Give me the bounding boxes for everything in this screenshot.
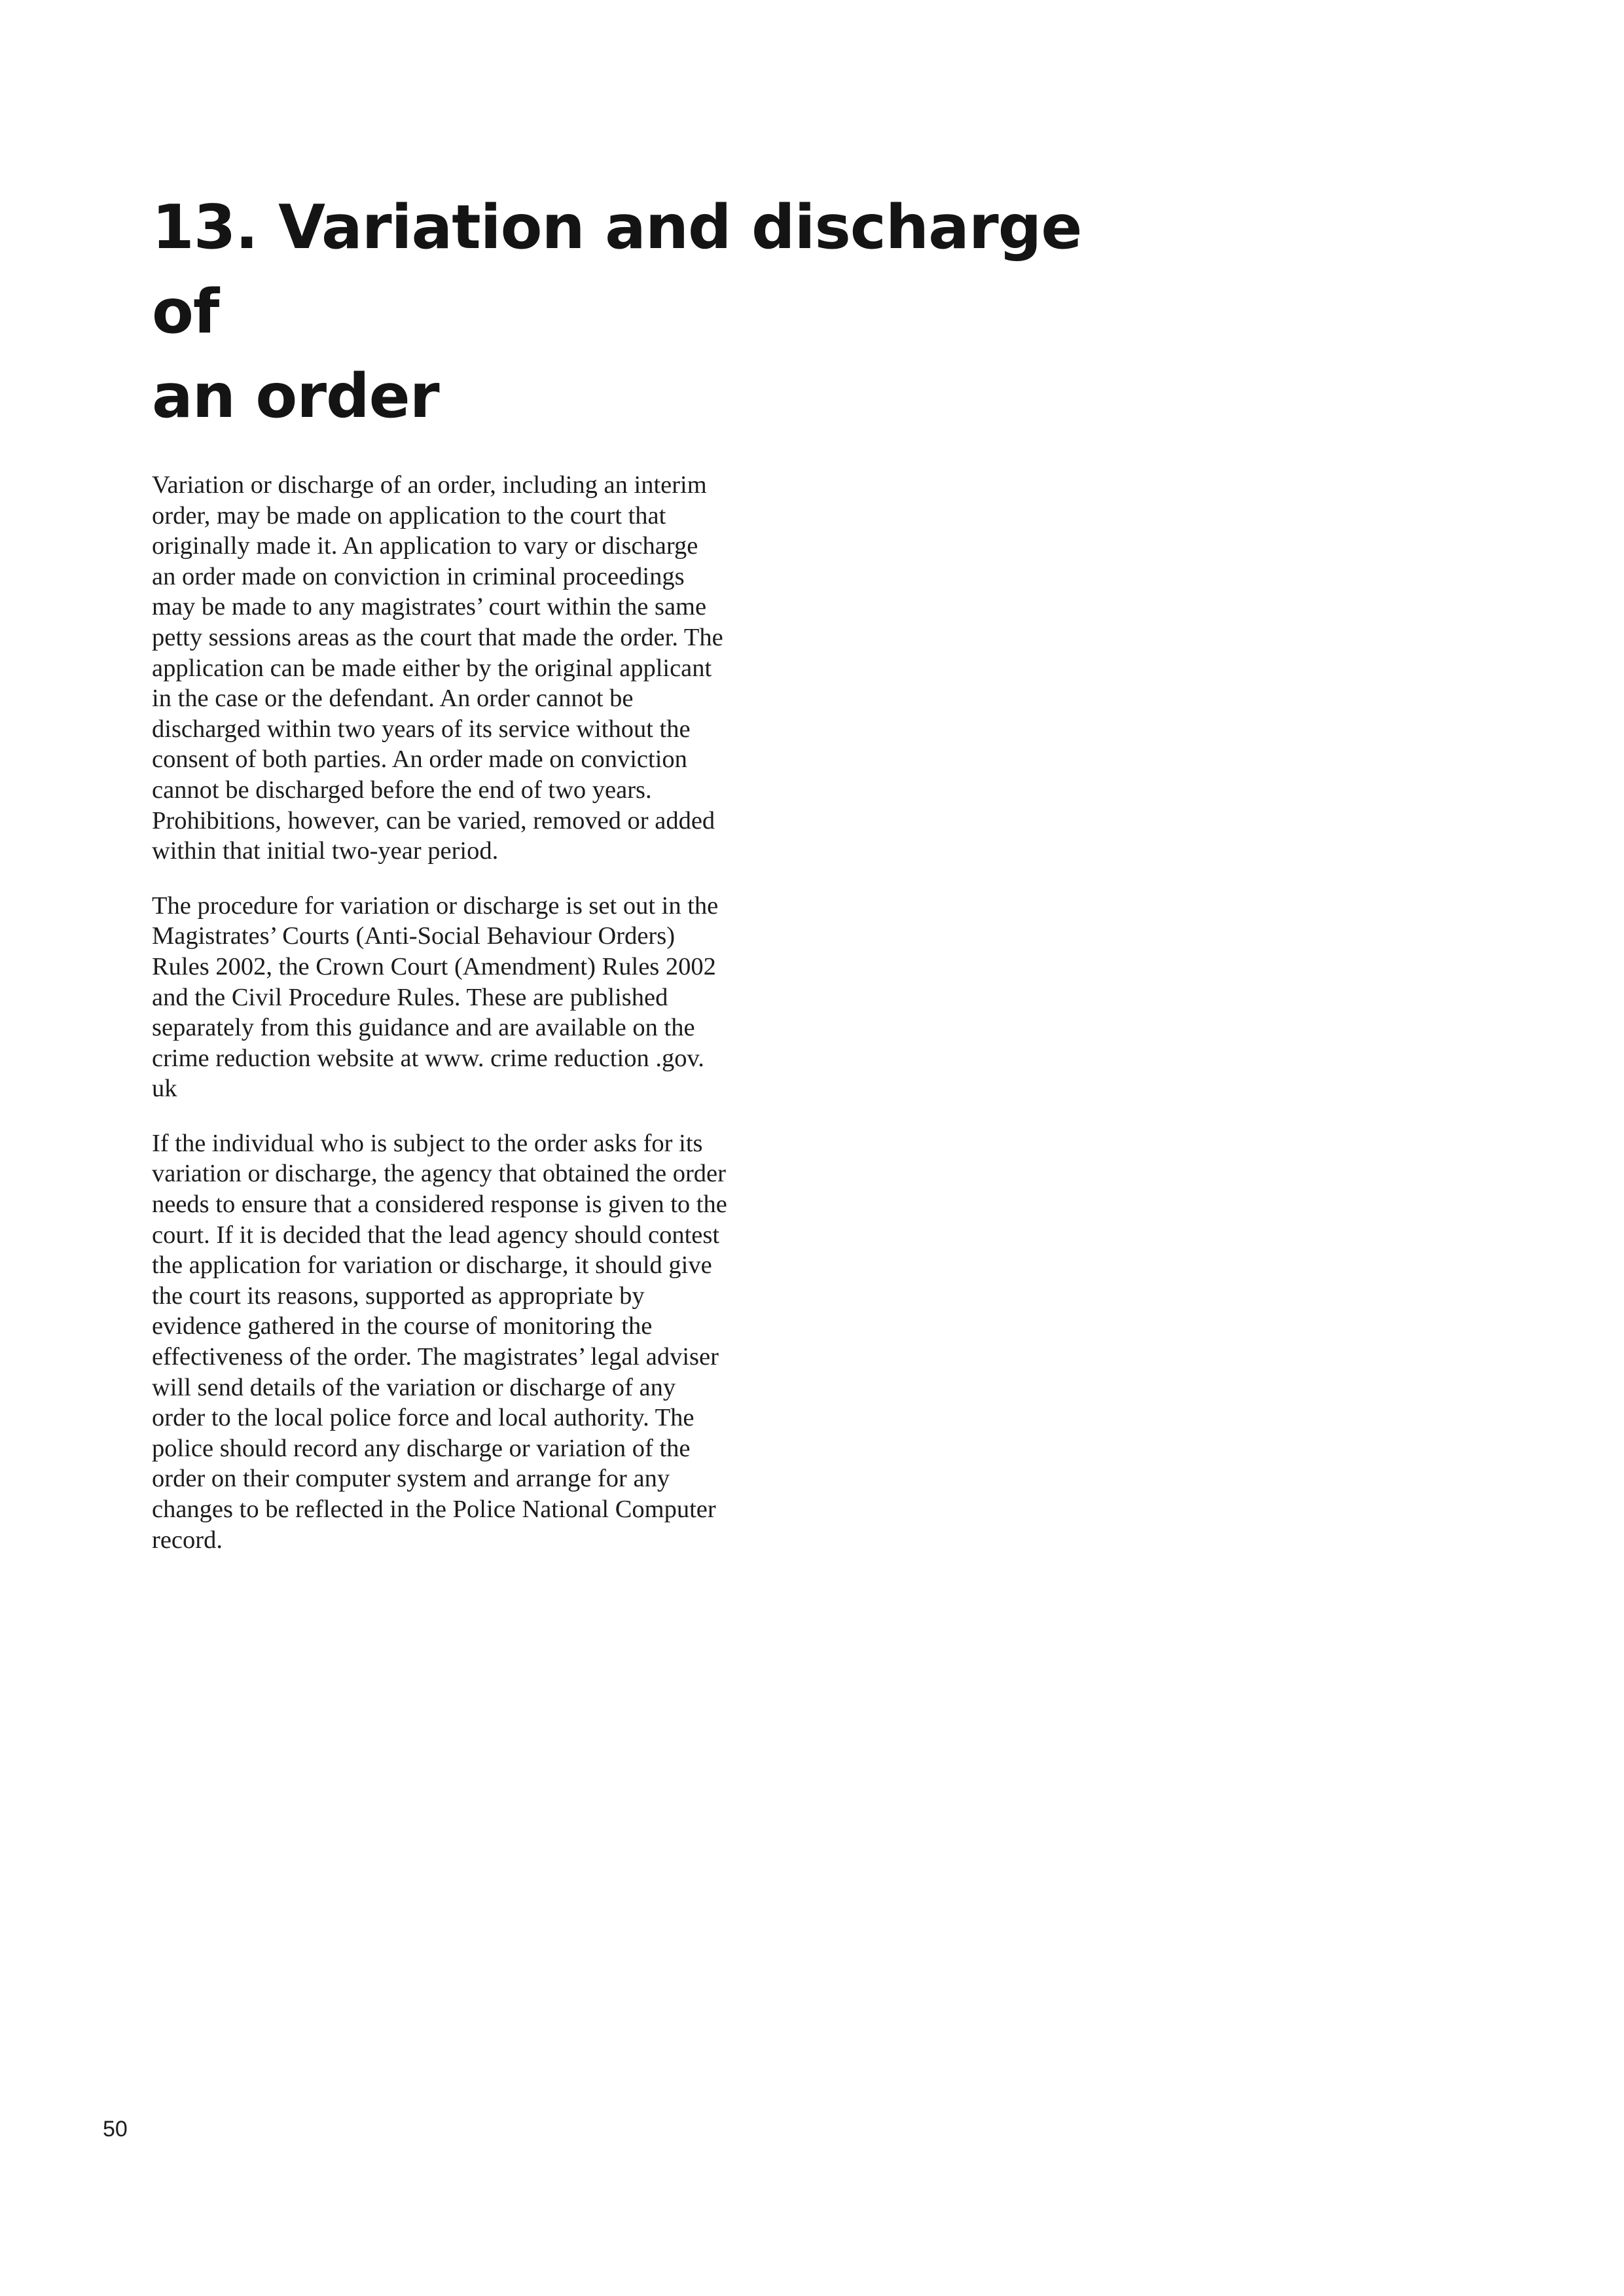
paragraph-2: The procedure for variation or discharge is set out in the Magistrates’ Courts (Anti-Social Behaviour Orders) Rules 2002, the Crown Court (Amendment) Rules 2002 and the Civil Procedure Rules. These are published separately from this guidance and are available on the crime reduction website at www. crime reduction .gov. uk (152, 891, 719, 1103)
paragraph-1: Variation or discharge of an order, including an interim order, may be made on application to the court that originally made it. An application to vary or discharge an order made on conviction in criminal proceedings may be made to any magistrates’ court within the same petty sessions areas as the court that made the order. The application can be made either by the original applicant in the case or the defendant. An order cannot be discharged within two years of its service without the consent of both parties. An order made on conviction cannot be discharged before the end of two years. Prohibitions, however, can be varied, removed or added within that initial two-year period. (152, 471, 723, 865)
page-number: 50 (103, 2117, 128, 2142)
paragraph-3: If the individual who is subject to the order asks for its variation or discharge, the agency that obtained the order needs to ensure that a considered response is given to the court. If it is decided that the lead agency should contest the application for variation or discharge, it should give the court its reasons, supported as appropriate by evidence gathered in the course of monitoring the effectiveness of the order. The magistrates’ legal adviser will send details of the variation or discharge of any order to the local police force and local authority. The police should record any discharge or variation of the order on their computer system and arrange for any changes to be reflected in the Police National Computer record. (152, 1129, 727, 1554)
section-heading-line-2: an order (152, 361, 439, 431)
section-heading-line-1: 13. Variation and discharge of (152, 192, 1082, 347)
body-text (152, 470, 728, 1579)
section-heading (152, 185, 1134, 439)
